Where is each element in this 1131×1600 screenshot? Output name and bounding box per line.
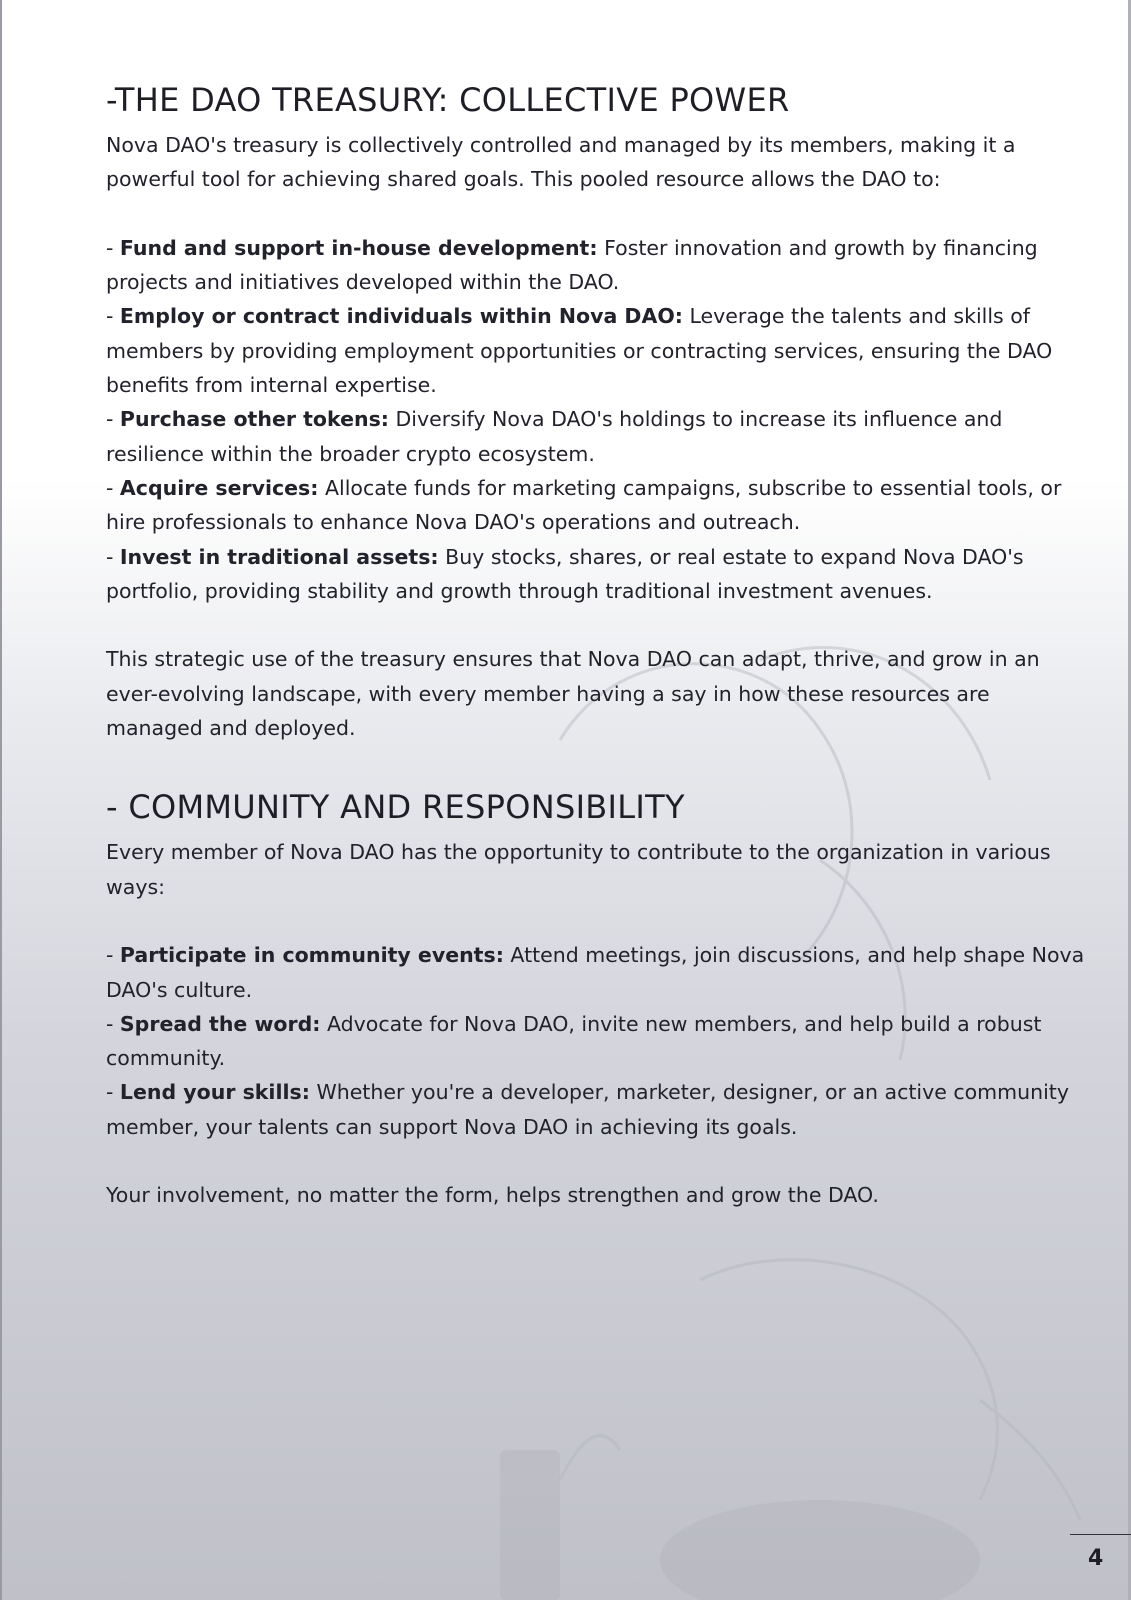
item-label: Acquire services: — [119, 475, 319, 500]
item-label: Purchase other tokens: — [119, 407, 389, 432]
treasury-item: - Purchase other tokens: Diversify Nova DAO's holdings to increase its influence and resilience within the broader crypto ecosystem. — [106, 407, 1003, 466]
community-closing: Your involvement, no matter the form, helps strengthen and grow the DAO. — [106, 1183, 879, 1208]
item-label: Spread the word: — [119, 1011, 321, 1036]
community-item: - Participate in community events: Attend meetings, join discussions, and help shape Nova DAO's culture. — [106, 943, 1085, 1002]
item-text: Whether you're a developer, marketer, designer, or an active community member, your talents can support Nova DAO in achieving its goals. — [106, 1080, 1069, 1139]
treasury-intro: Nova DAO's treasury is collectively controlled and managed by its members, making it a powerful tool for achieving shared goals. This pooled resource allows the DAO to: — [106, 133, 1016, 192]
treasury-item: - Acquire services: Allocate funds for marketing campaigns, subscribe to essential tools, or hire professionals to enhance Nova DAO's operations and outreach. — [106, 475, 1062, 535]
item-label: Invest in traditional assets: — [119, 544, 439, 569]
community-item: - Lend your skills: Whether you're a developer, marketer, designer, or an active community member, your talents can support Nova DAO in achieving its goals. — [106, 1080, 1069, 1139]
treasury-closing: This strategic use of the treasury ensures that Nova DAO can adapt, thrive, and grow in an ever-evolving landscape, with every member having a say in how these resources are managed and deployed. — [106, 647, 1040, 741]
section-heading-treasury: -THE DAO TREASURY: COLLECTIVE POWER — [106, 81, 790, 119]
item-text: Buy stocks, shares, or real estate to expand Nova DAO's portfolio, providing stability and growth through traditional investment avenues. — [106, 544, 1024, 603]
item-label: Fund and support in-house development: — [119, 235, 598, 260]
item-text: Diversify Nova DAO's holdings to increase its influence and resilience within the broader crypto ecosystem. — [106, 407, 1003, 466]
community-intro: Every member of Nova DAO has the opportunity to contribute to the organization in various ways: — [106, 840, 1051, 899]
treasury-item: - Employ or contract individuals within Nova DAO: Leverage the talents and skills of members by providing employment opportunities or contracting services, ensuring the DAO benefits from internal expertise. — [106, 304, 1053, 398]
community-item: - Spread the word: Advocate for Nova DAO, invite new members, and help build a robust community. — [106, 1011, 1042, 1071]
page-number: 4 — [1088, 1546, 1104, 1571]
item-label: Employ or contract individuals within Nova DAO: — [119, 304, 683, 329]
treasury-item: - Fund and support in-house development: Foster innovation and growth by financing projects and initiatives developed within the DAO. — [106, 235, 1038, 295]
item-text: Attend meetings, join discussions, and help shape Nova DAO's culture. — [106, 943, 1085, 1002]
item-text: Foster innovation and growth by financing projects and initiatives developed within the DAO. — [106, 235, 1038, 295]
treasury-item: - Invest in traditional assets: Buy stocks, shares, or real estate to expand Nova DAO's portfolio, providing stability and growth through traditional investment avenues. — [106, 544, 1024, 603]
item-label: Lend your skills: — [119, 1080, 310, 1105]
section-heading-community: - COMMUNITY AND RESPONSIBILITY — [106, 788, 685, 827]
item-text: Leverage the talents and skills of members by providing employment opportunities or contracting services, ensuring the DAO benefits from internal expertise. — [106, 304, 1053, 398]
page-content — [106, 76, 1086, 1213]
item-text: Allocate funds for marketing campaigns, subscribe to essential tools, or hire professionals to enhance Nova DAO's operations and outreach. — [106, 475, 1062, 535]
footer-rule — [1070, 1534, 1131, 1535]
item-text: Advocate for Nova DAO, invite new members, and help build a robust community. — [106, 1011, 1042, 1071]
item-label: Participate in community events: — [119, 943, 504, 968]
